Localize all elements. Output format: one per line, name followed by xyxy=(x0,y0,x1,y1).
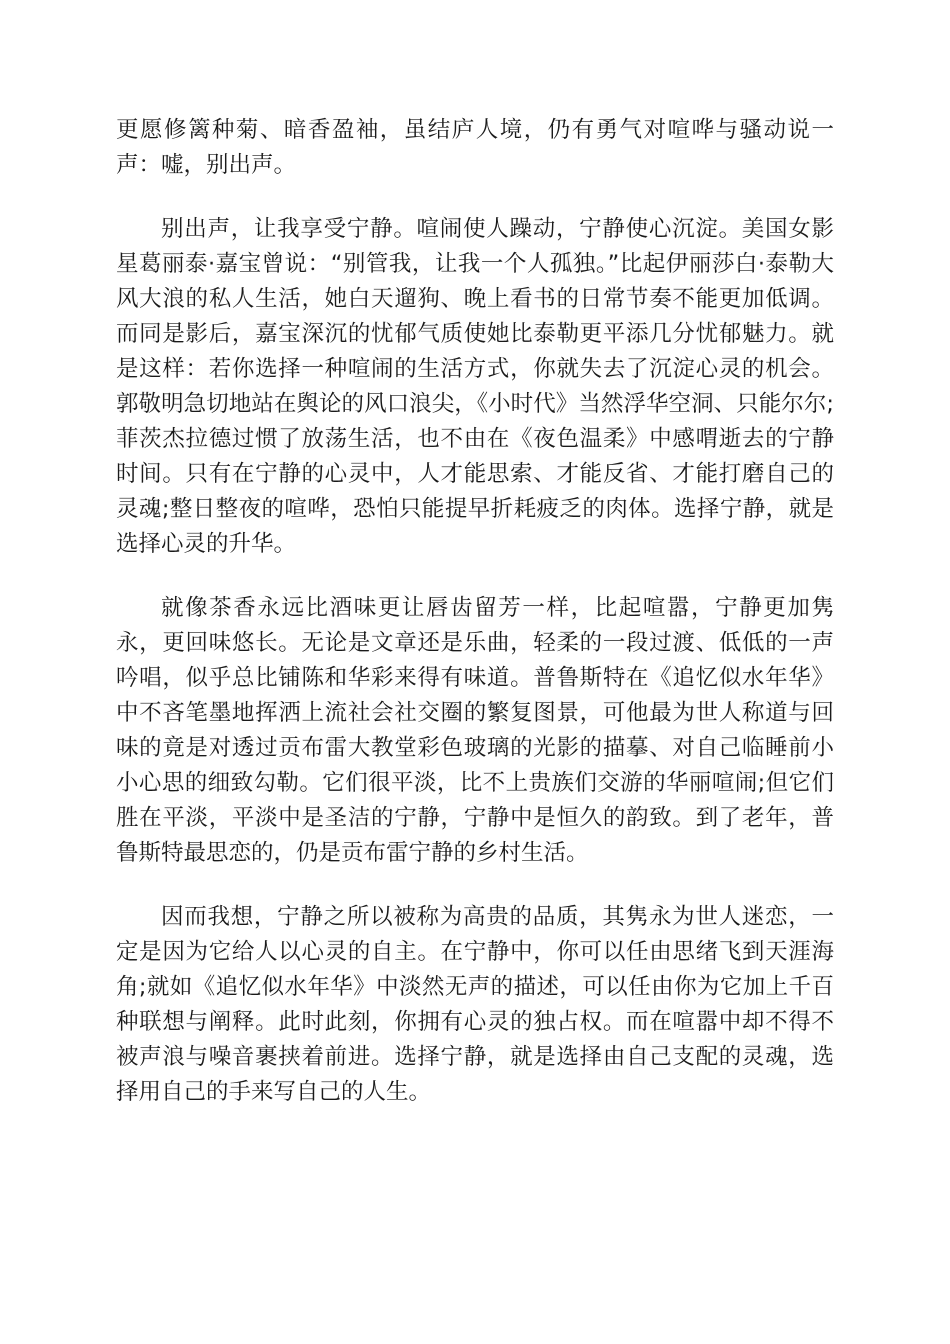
paragraph-3: 就像茶香永远比酒味更让唇齿留芳一样，比起喧嚣，宁静更加隽永，更回味悠长。无论是文章还是乐曲，轻柔的一段过渡、低低的一声吟唱，似乎总比铺陈和华彩来得有味道。普鲁斯特在《追忆似水年华》中不吝笔墨地挥洒上流社会社交圈的繁复图景，可他最为世人称道与回味的竟是对透过贡布雷大教堂彩色玻璃的光影的描摹、对自己临睡前小小心思的细致勾勒。它们很平淡，比不上贵族们交游的华丽喧闹;但它们胜在平淡，平淡中是圣洁的宁静，宁静中是恒久的韵致。到了老年，普鲁斯特最思恋的，仍是贡布雷宁静的乡村生活。 xyxy=(116,595,834,866)
paragraph-1: 更愿修篱种菊、暗香盈袖，虽结庐人境，仍有勇气对喧哗与骚动说一声：嘘，别出声。 xyxy=(116,117,834,178)
paragraph-2: 别出声，让我享受宁静。喧闹使人躁动，宁静使心沉淀。美国女影星葛丽泰·嘉宝曾说：“别管我，让我一个人孤独。”比起伊丽莎白·泰勒大风大浪的私人生活，她白天遛狗、晚上看书的日常节奏不能更加低调。而同是影后，嘉宝深沉的忧郁气质使她比泰勒更平添几分忧郁魅力。就是这样：若你选择一种喧闹的生活方式，你就失去了沉淀心灵的机会。郭敬明急切地站在舆论的风口浪尖，《小时代》当然浮华空洞、只能尔尔;菲茨杰拉德过惯了放荡生活，也不由在《夜色温柔》中感喟逝去的宁静时间。只有在宁静的心灵中，人才能思索、才能反省、才能打磨自己的灵魂;整日整夜的喧哗，恐怕只能提早折耗疲乏的肉体。选择宁静，就是选择心灵的升华。 xyxy=(116,216,834,557)
essay-body xyxy=(116,113,834,1139)
paragraph-4: 因而我想，宁静之所以被称为高贵的品质，其隽永为世人迷恋，一定是因为它给人以心灵的自主。在宁静中，你可以任由思绪飞到天涯海角;就如《追忆似水年华》中淡然无声的描述，可以任由你为它加上千百种联想与阐释。此时此刻，你拥有心灵的独占权。而在喧嚣中却不得不被声浪与噪音裹挟着前进。选择宁静，就是选择由自己支配的灵魂，选择用自己的手来写自己的人生。 xyxy=(116,904,834,1105)
